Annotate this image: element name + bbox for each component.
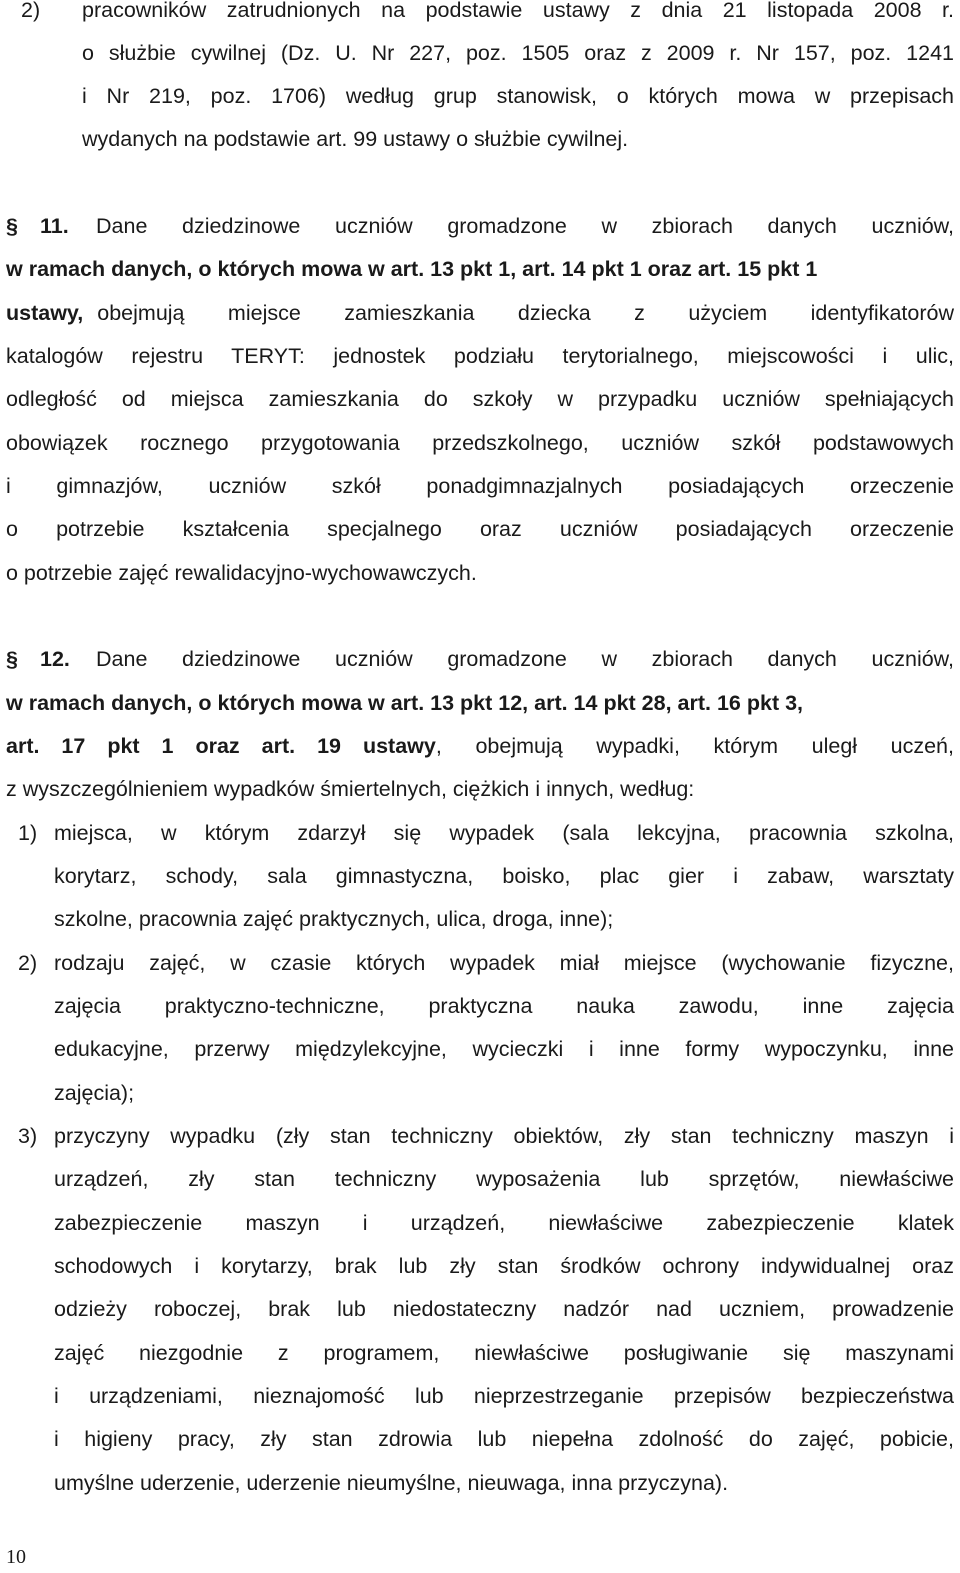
text-line: odległość od miejsca zamieszkania do szkoły w przypadku uczniów spełniających	[6, 387, 954, 411]
bold-text: ustawy,	[6, 301, 84, 325]
text-line: pracowników zatrudnionych na podstawie ustawy z dnia 21 listopada 2008 r.	[82, 0, 954, 22]
text-line: odzieży roboczej, brak lub niedostateczny nadzór nad uczniem, prowadzenie	[54, 1297, 954, 1321]
section-symbol: §	[6, 214, 18, 238]
text-line: umyślne uderzenie, uderzenie nieumyślne, nieuwaga, inna przyczyna).	[54, 1471, 729, 1495]
list-number: 1)	[18, 821, 38, 845]
section-symbol: §	[6, 647, 18, 671]
text-line: edukacyjne, przerwy międzylekcyjne, wycieczki i inne formy wypoczynku, inne	[54, 1037, 954, 1061]
text-line: i urządzeniami, nieznajomość lub nieprzestrzeganie przepisów bezpieczeństwa	[54, 1384, 954, 1408]
text-line: i gimnazjów, uczniów szkół ponadgimnazjalnych posiadających orzeczenie	[6, 474, 954, 498]
text-line: o potrzebie zajęć rewalidacyjno-wychowawczych.	[6, 561, 477, 585]
text-line: przyczyny wypadku (zły stan techniczny obiektów, zły stan techniczny maszyn i	[54, 1124, 954, 1148]
text-line: obowiązek rocznego przygotowania przedszkolnego, uczniów szkół podstawowych	[6, 431, 954, 455]
bold-text-line: w ramach danych, o których mowa w art. 13 pkt 1, art. 14 pkt 1 oraz art. 15 pkt 1	[6, 257, 818, 281]
list-number: 2)	[21, 0, 41, 22]
text-line: zajęć niezgodnie z programem, niewłaściwe posługiwanie się maszynami	[54, 1341, 954, 1365]
page-number: 10	[6, 1546, 26, 1568]
bold-text-line: w ramach danych, o których mowa w art. 13 pkt 12, art. 14 pkt 28, art. 16 pkt 3,	[6, 691, 804, 715]
list-number: 3)	[18, 1124, 38, 1148]
bold-text: art. 17 pkt 1 oraz art. 19 ustawy	[6, 734, 436, 758]
text-line: zabezpieczenie maszyn i urządzeń, niewłaściwe zabezpieczenie klatek	[54, 1211, 954, 1235]
text-line: i Nr 219, poz. 1706) według grup stanowisk, o których mowa w przepisach	[82, 84, 954, 108]
section-number: 11.	[40, 214, 69, 238]
text-line: Dane dziedzinowe uczniów gromadzone w zbiorach danych uczniów,	[96, 647, 954, 671]
text-line: szkolne, pracownia zajęć praktycznych, ulica, droga, inne);	[54, 907, 614, 931]
list-number: 2)	[18, 951, 38, 975]
text-line: i higieny pracy, zły stan zdrowia lub niepełna zdolność do zajęć, pobicie,	[54, 1427, 954, 1451]
text-line: korytarz, schody, sala gimnastyczna, boisko, plac gier i zabaw, warsztaty	[54, 864, 954, 888]
text-line: obejmują miejsce zamieszkania dziecka z użyciem identyfikatorów	[97, 301, 954, 325]
text-line: o służbie cywilnej (Dz. U. Nr 227, poz. 1505 oraz z 2009 r. Nr 157, poz. 1241	[82, 41, 954, 65]
section-number: 12.	[40, 647, 70, 671]
text-line: schodowych i korytarzy, brak lub zły stan środków ochrony indywidualnej oraz	[54, 1254, 954, 1278]
text-line: z wyszczególnieniem wypadków śmiertelnych, ciężkich i innych, według:	[6, 777, 695, 801]
text-line: katalogów rejestru TERYT: jednostek podziału terytorialnego, miejscowości i ulic,	[6, 344, 954, 368]
text-line: o potrzebie kształcenia specjalnego oraz uczniów posiadających orzeczenie	[6, 517, 954, 541]
text-line: rodzaju zajęć, w czasie których wypadek miał miejsce (wychowanie fizyczne,	[54, 951, 954, 975]
text-line: miejsca, w którym zdarzył się wypadek (sala lekcyjna, pracownia szkolna,	[54, 821, 954, 845]
text-line: zajęcia);	[54, 1081, 135, 1105]
text-line: Dane dziedzinowe uczniów gromadzone w zbiorach danych uczniów,	[96, 214, 954, 238]
text-line: urządzeń, zły stan techniczny wyposażenia lub sprzętów, niewłaściwe	[54, 1167, 954, 1191]
text-line: zajęcia praktyczno-techniczne, praktyczna nauka zawodu, inne zajęcia	[54, 994, 954, 1018]
text-line: wydanych na podstawie art. 99 ustawy o służbie cywilnej.	[82, 127, 629, 151]
text-line: , obejmują wypadki, którym uległ uczeń,	[435, 734, 954, 758]
